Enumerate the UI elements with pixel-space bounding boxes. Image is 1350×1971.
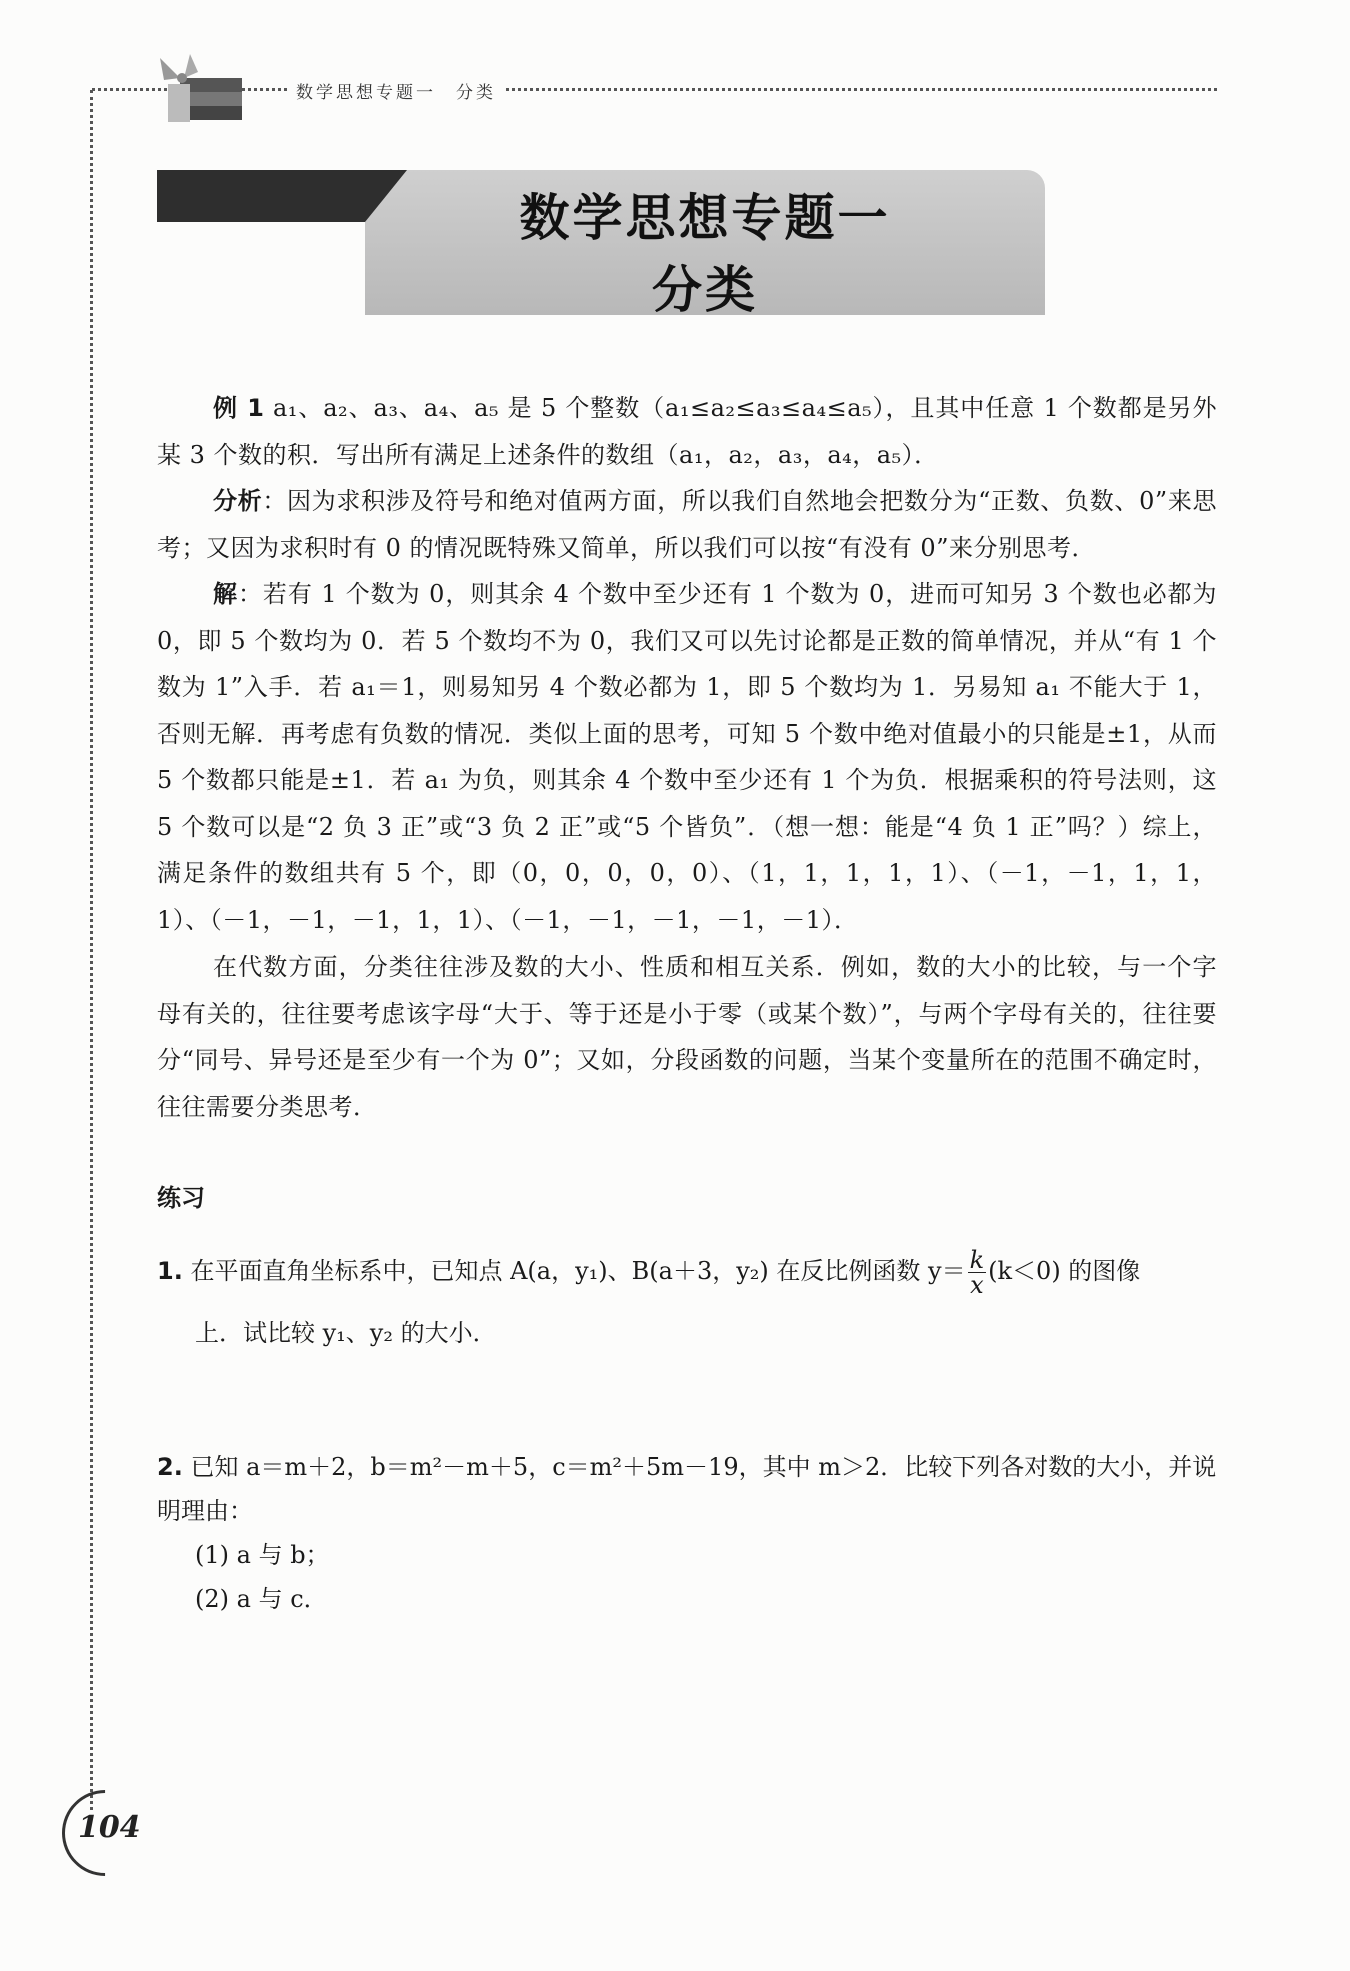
exercise-2-part-1: (1) a 与 b； (195, 1541, 330, 1569)
exercise-2-text: 已知 a＝m＋2，b＝m²－m＋5，c＝m²＋5m－19，其中 m＞2．比较下列各对数的大小，并说明理由： (157, 1453, 1217, 1525)
exercise-1-text-start: 在平面直角坐标系中，已知点 A(a，y₁)、B(a＋3，y₂) 在反比例函数 y＝ (190, 1257, 966, 1285)
solution-paragraph (157, 571, 1217, 943)
exercise-1-line-2: 上．试比较 y₁、y₂ 的大小． (195, 1319, 497, 1347)
running-header: 数学思想专题一 分类 (288, 78, 504, 103)
fraction-k-over-x (968, 1248, 987, 1297)
summary-paragraph: 在代数方面，分类往往涉及数的大小、性质和相互关系．例如，数的大小的比较，与一个字母有关的，往往要考虑该字母“大于、等于还是小于零（或某个数）”，与两个字母有关的，往往要分“同号、异号还是至少有一个为 0”；又如，分段函数的问题，当某个变量所在的范围不确定时，往往需要分类思考． (157, 953, 1217, 1121)
exercise-1-number: 1. (157, 1257, 183, 1285)
solution-label: 解 (213, 580, 238, 608)
analysis-text: ：因为求积涉及符号和绝对值两方面，所以我们自然地会把数分为“正数、负数、0”来思考；又因为求积时有 0 的情况既特殊又简单，所以我们可以按“有没有 0”来分别思考． (157, 487, 1217, 562)
example-1 (157, 385, 1217, 478)
header-dotted-rule (92, 88, 1217, 91)
fraction-numerator: k (969, 1246, 985, 1274)
exercises-heading: 练习 (157, 1184, 205, 1212)
chapter-subtitle: 分类 (652, 261, 758, 319)
solution-text: ：若有 1 个数为 0，则其余 4 个数中至少还有 1 个数为 0，进而可知另 3 个数也必都为 0，即 5 个数均为 0．若 5 个数均不为 0，我们又可以先讨论都是正数的简单情况，并从“有 1 个数为 1”入手．若 a₁＝1，则易知另 4 个数必都为 1，即 5 个数均为 1．另易知 a₁ 不能大于 1，否则无解．再考虑有负数的情况．类似上面的思考，可知 5 个数中绝对值最小的只能是±1，从而 5 个数都只能是±1．若 a₁ 为负，则其余 4 个数中至少还有 1 个为负．根据乘积的符号法则，这 5 个数可以是“2 负 3 正”或“3 负 2 正”或“5 个皆负”．（想一想：能是“4 负 1 正”吗？）综上，满足条件的数组共有 5 个，即（0，0，0，0，0）、（1，1，1，1，1）、（－1，－1，1，1，1）、（－1，－1，－1，1，1）、（－1，－1，－1，－1，－1）． (157, 580, 1218, 934)
analysis-label: 分析 (213, 487, 263, 515)
books-gift-icon (150, 48, 250, 126)
analysis-paragraph (157, 478, 1217, 571)
example-statement: a₁、a₂、a₃、a₄、a₅ 是 5 个整数（a₁≤a₂≤a₃≤a₄≤a₅），且其中任意 1 个数都是另外某 3 个数的积．写出所有满足上述条件的数组（a₁，a₂，a₃，a₄，a₅）． (157, 394, 1217, 469)
exercise-2 (157, 1445, 1217, 1621)
exercise-2-number: 2. (157, 1453, 183, 1481)
exercise-1 (157, 1240, 1217, 1364)
exercise-1-text-end: (k＜0) 的图像 (988, 1257, 1141, 1285)
fraction-denominator: x (970, 1271, 984, 1299)
example-label: 例 1 (213, 394, 265, 422)
margin-dotted-rule (90, 90, 93, 1810)
page-number: 104 (78, 1810, 141, 1845)
chapter-title: 数学思想专题一 (519, 189, 891, 247)
exercise-2-part-2: (2) a 与 c． (195, 1585, 328, 1613)
